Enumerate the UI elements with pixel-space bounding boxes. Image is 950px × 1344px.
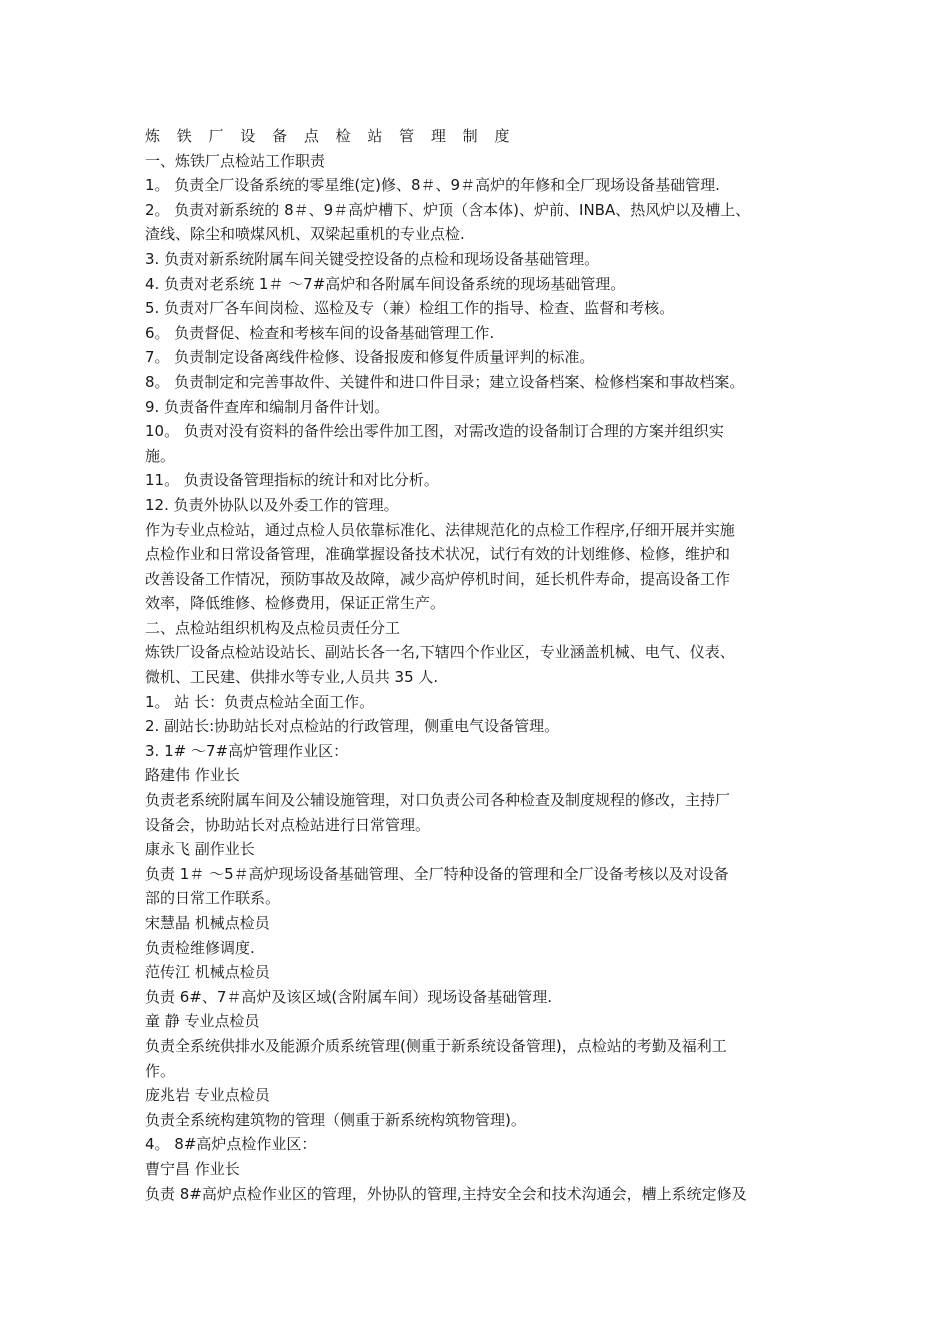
work-area-heading-8: 4。 8#高炉点检作业区： xyxy=(145,1135,317,1154)
duty-item-2: 2。 负责对新系统的 8＃、9＃高炉槽下、炉顶（含本体)、炉前、INBA、热风炉以及槽上、 xyxy=(145,200,751,219)
person-title: 曹宁昌 作业长 xyxy=(145,1159,240,1178)
duty-item-11: 11。 负责设备管理指标的统计和对比分析。 xyxy=(145,471,439,490)
work-area-heading-1-7: 3. 1# ～7#高炉管理作业区： xyxy=(145,741,349,760)
person-duty-line: 负责 8#高炉点检作业区的管理，外协队的管理,主持安全会和技术沟通会，槽上系统定修及 xyxy=(145,1184,747,1203)
person-title: 庞兆岩 专业点检员 xyxy=(145,1086,270,1105)
person-title: 范传江 机械点检员 xyxy=(145,963,270,982)
organization-paragraph-line: 炼铁厂设备点检站设站长、副站长各一名,下辖四个作业区，专业涵盖机械、电气、仪表、 xyxy=(145,643,735,662)
summary-paragraph-line: 作为专业点检站，通过点检人员依靠标准化、法律规范化的点检工作程序,仔细开展并实施 xyxy=(145,520,735,539)
section-heading-organization: 二、点检站组织机构及点检员责任分工 xyxy=(145,618,401,637)
summary-paragraph-line: 点检作业和日常设备管理，准确掌握设备技术状况，试行有效的计划维修、检修，维护和 xyxy=(145,545,731,564)
duty-item-10: 10。 负责对没有资料的备件绘出零件加工图，对需改造的设备制订合理的方案并组织实 xyxy=(145,422,724,441)
duty-item-6: 6。 负责督促、检查和考核车间的设备基础管理工作. xyxy=(145,323,495,342)
section-heading-duties: 一、炼铁厂点检站工作职责 xyxy=(145,151,326,170)
person-duty-line: 作。 xyxy=(145,1061,176,1080)
duty-item-5: 5. 负责对厂各车间岗检、巡检及专（兼）检组工作的指导、检查、监督和考核。 xyxy=(145,299,675,318)
document-body xyxy=(145,124,815,1206)
person-duty-line: 负责全系统供排水及能源介质系统管理(侧重于新系统设备管理)，点检站的考勤及福利工 xyxy=(145,1036,727,1055)
organization-paragraph-line: 微机、工民建、供排水等专业,人员共 35 人. xyxy=(145,668,439,687)
person-duty-line: 设备会，协助站长对点检站进行日常管理。 xyxy=(145,815,431,834)
duty-item-2-cont: 渣线、除尘和喷煤风机、双梁起重机的专业点检. xyxy=(145,225,465,244)
person-duty-line: 负责全系统构建筑物的管理（侧重于新系统构筑物管理)。 xyxy=(145,1110,526,1129)
summary-paragraph-line: 改善设备工作情况，预防事故及故障，减少高炉停机时间，延长机件寿命，提高设备工作 xyxy=(145,569,731,588)
duty-item-3: 3. 负责对新系统附属车间关键受控设备的点检和现场设备基础管理。 xyxy=(145,249,600,268)
role-deputy-chief: 2. 副站长:协助站长对点检站的行政管理，侧重电气设备管理。 xyxy=(145,717,560,736)
person-title: 宋慧晶 机械点检员 xyxy=(145,914,270,932)
person-duty-line: 负责检维修调度. xyxy=(145,938,255,957)
person-duty-line: 负责 6#、7＃高炉及该区域(含附属车间）现场设备基础管理. xyxy=(145,987,553,1006)
document-title: 炼 铁 厂 设 备 点 检 站 管 理 制 度 xyxy=(145,127,516,145)
duty-item-10-cont: 施。 xyxy=(145,446,176,465)
duty-item-7: 7。 负责制定设备离线件检修、设备报废和修复件质量评判的标准。 xyxy=(145,348,595,367)
duty-item-1: 1。 负责全厂设备系统的零星维(定)修、8＃、9＃高炉的年修和全厂现场设备基础管理. xyxy=(145,176,720,195)
person-title: 童 静 专业点检员 xyxy=(145,1012,260,1031)
person-title: 康永飞 副作业长 xyxy=(145,840,255,859)
duty-item-9: 9. 负责备件查库和编制月备件计划。 xyxy=(145,397,390,416)
duty-item-12: 12. 负责外协队以及外委工作的管理。 xyxy=(145,495,399,514)
person-duty-line: 部的日常工作联系。 xyxy=(145,889,281,908)
duty-item-4: 4. 负责对老系统 1＃ ～7#高炉和各附属车间设备系统的现场基础管理。 xyxy=(145,274,626,293)
duty-item-8: 8。 负责制定和完善事故件、关键件和进口件目录；建立设备档案、检修档案和事故档案。 xyxy=(145,372,745,391)
person-duty-line: 负责老系统附属车间及公辅设施管理，对口负责公司各种检查及制度规程的修改，主持厂 xyxy=(145,791,731,810)
summary-paragraph-line: 效率，降低维修、检修费用，保证正常生产。 xyxy=(145,594,446,613)
person-duty-line: 负责 1＃ ～5＃高炉现场设备基础管理、全厂特种设备的管理和全厂设备考核以及对设备 xyxy=(145,864,729,883)
person-title: 路建伟 作业长 xyxy=(145,766,240,785)
role-station-chief: 1。 站 长：负责点检站全面工作。 xyxy=(145,692,375,711)
